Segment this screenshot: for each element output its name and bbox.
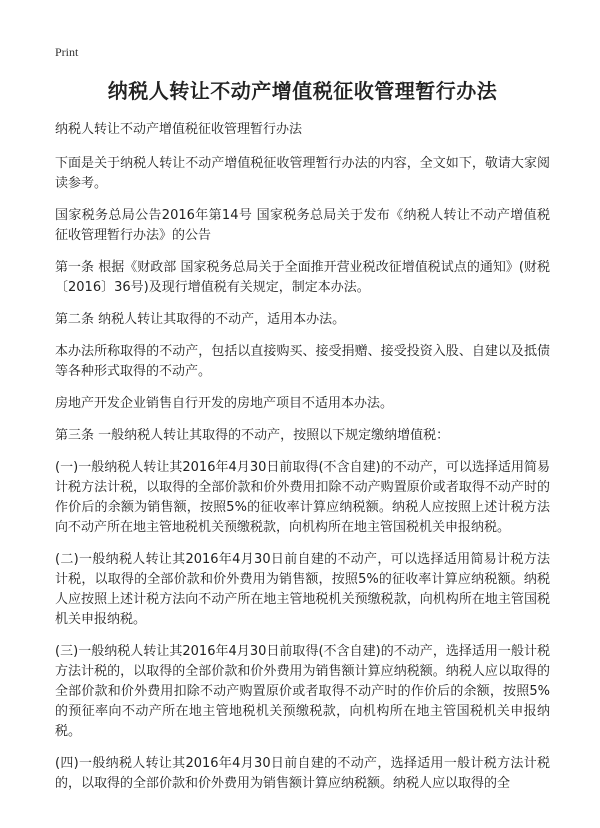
intro-paragraph: 下面是关于纳税人转让不动产增值税征收管理暂行办法的内容，全文如下，敬请大家阅读参考。	[55, 156, 550, 191]
article-3-paragraph: 第三条 一般纳税人转让其取得的不动产，按照以下规定缴纳增值税：	[55, 428, 450, 443]
document-body	[55, 120, 550, 806]
document-title: 纳税人转让不动产增值税征收管理暂行办法	[107, 79, 498, 103]
article-1-paragraph: 第一条 根据《财政部 国家税务总局关于全面推开营业税改征增值税试点的通知》(财税〔2016〕36号)及现行增值税有关规定，制定本办法。	[55, 260, 550, 295]
article-2-paragraph: 第二条 纳税人转让其取得的不动产，适用本办法。	[55, 312, 346, 327]
exclusion-paragraph: 房地产开发企业销售自行开发的房地产项目不适用本办法。	[55, 396, 394, 411]
scope-paragraph: 本办法所称取得的不动产，包括以直接购买、接受捐赠、接受投资入股、自建以及抵债等各种形式取得的不动产。	[55, 344, 550, 379]
clause-4-paragraph: (四)一般纳税人转让其2016年4月30日前自建的不动产，选择适用一般计税方法计税的，以取得的全部价款和价外费用为销售额计算应纳税额。纳税人应以取得的全	[55, 756, 550, 791]
document-subtitle: 纳税人转让不动产增值税征收管理暂行办法	[55, 122, 303, 137]
announcement-paragraph: 国家税务总局公告2016年第14号 国家税务总局关于发布《纳税人转让不动产增值税征收管理暂行办法》的公告	[55, 208, 550, 243]
clause-2-paragraph: (二)一般纳税人转让其2016年4月30日前自建的不动产，可以选择适用简易计税方法计税，以取得的全部价款和价外费用为销售额，按照5%的征收率计算应纳税额。纳税人应按照上述计税方法向不动产所在地主管地税机关预缴税款，向机构所在地主管国税机关申报纳税。	[55, 552, 550, 627]
clause-3-paragraph: (三)一般纳税人转让其2016年4月30日前取得(不含自建)的不动产，选择适用一般计税方法计税的，以取得的全部价款和价外费用为销售额计算应纳税额。纳税人应以取得的全部价款和价外费用扣除不动产购置原价或者取得不动产时的作价后的余额，按照5%的预征率向不动产所在地主管地税机关预缴税款，向机构所在地主管国税机关申报纳税。	[55, 644, 550, 739]
print-link[interactable]: Print	[55, 45, 79, 59]
clause-1-paragraph: (一)一般纳税人转让其2016年4月30日前取得(不含自建)的不动产，可以选择适用简易计税方法计税，以取得的全部价款和价外费用扣除不动产购置原价或者取得不动产时的作价后的余额为销售额，按照5%的征收率计算应纳税额。纳税人应按照上述计税方法向不动产所在地主管地税机关预缴税款，向机构所在地主管国税机关申报纳税。	[55, 460, 550, 535]
